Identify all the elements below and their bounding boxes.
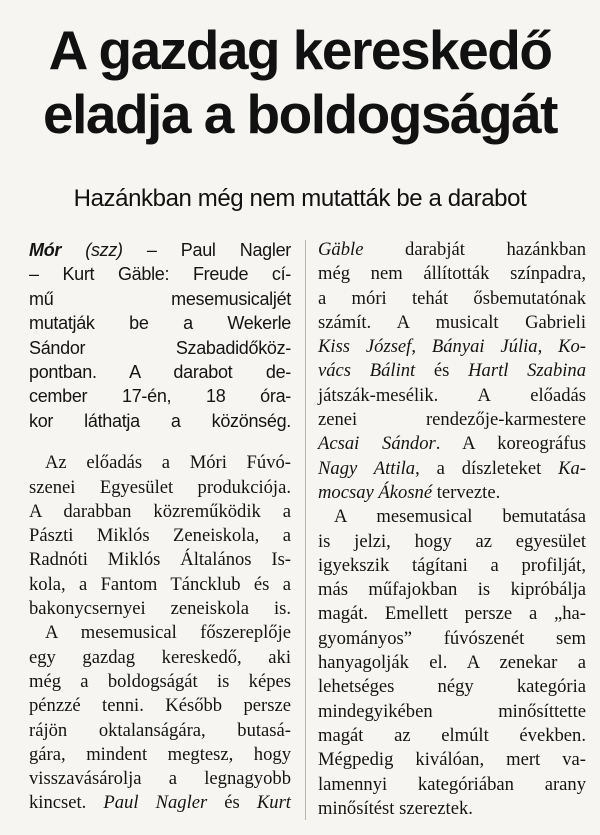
- person-name: vács Bálint: [318, 360, 416, 382]
- article-column-right: [318, 238, 586, 821]
- body-line: visszavásárolja a legnagyobb: [29, 768, 291, 790]
- body-line: Az előadás a Móri Fúvó-: [45, 452, 291, 474]
- body-line: Nagy Attila, a díszleteket Ka-: [318, 457, 586, 479]
- body-paragraph: [318, 505, 586, 821]
- column-divider: [305, 240, 306, 820]
- body-line: lamennyi kategóriában arany: [318, 773, 586, 795]
- body-line: kincset. Paul Nagler és Kurt: [29, 792, 291, 814]
- body-line: magát az elmúlt években.: [318, 724, 586, 746]
- body-line: játszák-mesélik. A előadás: [318, 384, 586, 406]
- subheadline: Hazánkban még nem mutatták be a darabot: [73, 185, 527, 212]
- body-line: Mégpedig kiválóan, mert va-: [318, 749, 586, 771]
- person-name: Bányai Júlia: [431, 336, 538, 358]
- lead-paragraph: [29, 238, 291, 433]
- body-line: Kiss József, Bányai Júlia, Ko-: [318, 336, 586, 358]
- person-name: Ko-: [558, 336, 586, 358]
- body-line: zenei rendezője-karmestere: [318, 409, 586, 431]
- person-name: Nagy Attila: [318, 457, 416, 479]
- body-line: egy gazdag kereskedő, aki: [29, 646, 291, 668]
- body-line: hanyagolják el. A zenekar a: [318, 652, 586, 674]
- body-line: mocsay Ákosné tervezte.: [318, 481, 501, 503]
- article-column-left: [29, 238, 291, 816]
- lead-line: cember 17-én, 18 óra-: [29, 386, 291, 407]
- dateline-location: Mór: [29, 240, 62, 260]
- person-name: Gäble: [318, 239, 364, 260]
- headline-line-2: eladja a boldogságát: [42, 83, 557, 145]
- lead-line: kor láthatja a közönség.: [29, 410, 291, 431]
- body-line: A mesemusical főszereplője: [45, 622, 291, 644]
- body-line: is jelzi, hogy az egyesület: [318, 530, 586, 552]
- byline: (szz): [85, 240, 123, 260]
- person-name: Ka-: [558, 457, 586, 479]
- body-line: magát. Emellett persze a „ha-: [318, 603, 586, 625]
- body-line: még a boldogságát is képes: [29, 670, 291, 692]
- paragraph-gap: [29, 433, 291, 451]
- person-name: mocsay Ákosné: [318, 481, 433, 503]
- body-line: kola, a Fantom Táncklub és a: [29, 573, 291, 595]
- body-line: Gäble darabját hazánkban: [318, 239, 586, 260]
- body-paragraph: [29, 451, 291, 815]
- body-line: Radnóti Miklós Általános Is-: [29, 549, 291, 571]
- person-name: Acsai Sándor: [318, 433, 436, 455]
- body-line: Pászti Miklós Zeneiskola, a: [29, 525, 291, 547]
- body-line: igyekszik tágítani a profilját,: [318, 554, 586, 576]
- body-line: Acsai Sándor. A koreográfus: [318, 433, 586, 455]
- lead-line: Mór (szz) – Paul Nagler: [29, 240, 291, 260]
- body-line: vács Bálint és Hartl Szabina: [318, 360, 586, 382]
- body-line: bakonycsernyei zeneiskola is.: [29, 598, 291, 620]
- body-line: más műfajokban is kipróbálja: [318, 579, 586, 601]
- body-line: még nem állították színpadra,: [318, 263, 586, 285]
- lead-line: – Kurt Gäble: Freude cí-: [29, 264, 291, 285]
- headline: [0, 18, 600, 146]
- body-line: a móri tehát ősbemutatónak: [318, 287, 586, 309]
- body-line: gyományos” fúvószenét sem: [318, 627, 586, 649]
- person-name: Paul Nagler: [103, 792, 208, 814]
- person-name: Hartl Szabina: [468, 360, 586, 382]
- body-line: minősítést szereztek.: [318, 797, 473, 819]
- headline-line-1: A gazdag kereskedő: [48, 19, 552, 81]
- body-line: lehetséges négy kategória: [318, 676, 586, 698]
- body-line: A darabban közreműködik a: [29, 500, 291, 522]
- body-line: szenei Egyesület produkciója.: [29, 476, 291, 498]
- body-line: számít. A musicalt Gabrieli: [318, 311, 586, 333]
- lead-line: mű mesemusicaljét: [29, 288, 291, 309]
- body-line: A mesemusical bemutatása: [334, 506, 586, 528]
- lead-line: Sándor Szabadidőköz-: [29, 337, 291, 358]
- body-line: rájön oktalanságára, butasá-: [29, 719, 291, 741]
- body-line: pénzzé tenni. Később persze: [29, 695, 291, 717]
- person-name: Kiss József: [318, 336, 412, 358]
- body-line: gára, mindent megtesz, hogy: [29, 743, 291, 765]
- body-line: mindegyikében minősíttette: [318, 700, 586, 722]
- person-name: Kurt: [256, 792, 291, 814]
- lead-line: mutatják be a Wekerle: [29, 313, 291, 334]
- lead-line: pontban. A darabot de-: [29, 362, 291, 383]
- body-paragraph: [318, 238, 586, 505]
